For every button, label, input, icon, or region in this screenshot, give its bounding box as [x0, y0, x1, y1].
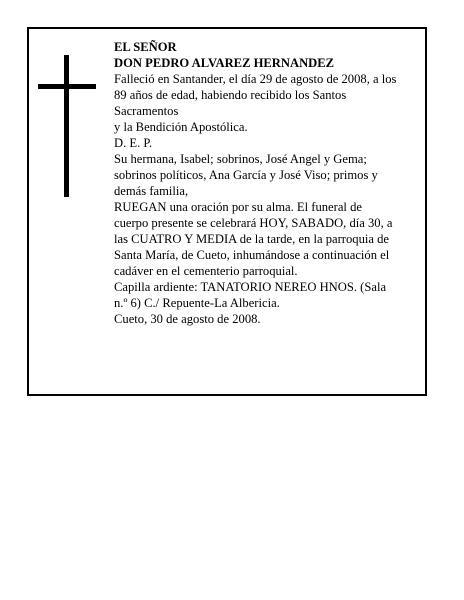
family-line-2: sobrinos políticos, Ana García y José Viso; primos y	[114, 168, 378, 182]
death-line-1: Falleció en Santander, el día 29 de agosto de 2008, a los	[114, 72, 397, 86]
death-line-3: Sacramentos	[114, 104, 179, 118]
death-line-2: 89 años de edad, habiendo recibido los Santos	[114, 88, 347, 102]
title-line: EL SEÑOR	[114, 40, 177, 54]
request-line-2: cuerpo presente se celebrará HOY, SABADO, día 30, a	[114, 216, 393, 230]
cross-horizontal-bar	[38, 84, 96, 89]
request-line-1: RUEGAN una oración por su alma. El funeral de	[114, 200, 362, 214]
chapel-line-2: n.º 6) C./ Repuente-La Albericia.	[114, 296, 280, 310]
dep-line: D. E. P.	[114, 136, 153, 150]
request-line-3: las CUATRO Y MEDIA de la tarde, en la parroquia de	[114, 232, 390, 246]
obituary-text	[114, 39, 422, 327]
family-line-1: Su hermana, Isabel; sobrinos, José Angel y Gema;	[114, 152, 367, 166]
deceased-name: DON PEDRO ALVAREZ HERNANDEZ	[114, 56, 335, 70]
chapel-line-1: Capilla ardiente: TANATORIO NEREO HNOS. (Sala	[114, 280, 387, 294]
place-date-line: Cueto, 30 de agosto de 2008.	[114, 312, 261, 326]
request-line-4: Santa María, de Cueto, inhumándose a continuación el	[114, 248, 390, 262]
request-line-5: cadáver en el cementerio parroquial.	[114, 264, 298, 278]
cross-vertical-bar	[64, 55, 69, 197]
death-line-4: y la Bendición Apostólica.	[114, 120, 248, 134]
family-line-3: demás familia,	[114, 184, 189, 198]
